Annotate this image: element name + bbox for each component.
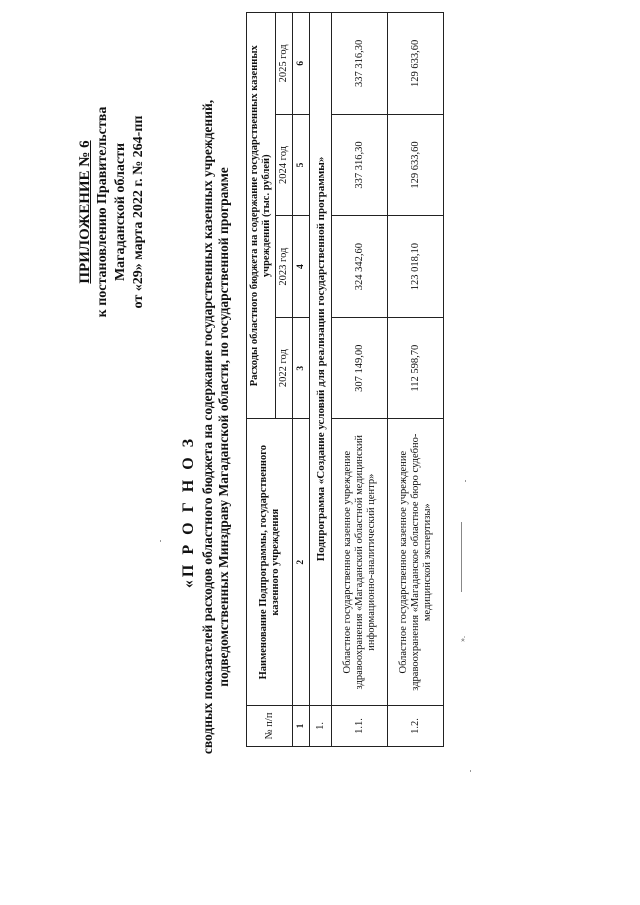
year-2024: 2024 год <box>276 114 293 216</box>
scan-speck <box>465 480 466 482</box>
row-value-2023: 324 342,60 <box>332 216 388 318</box>
appendix-header: ПРИЛОЖЕНИЕ № 6 <box>77 140 93 284</box>
appendix-block <box>76 32 148 392</box>
document-title: «П Р О Г Н О З <box>180 435 197 589</box>
subprogram-num: 1. <box>310 705 332 746</box>
bottom-rule <box>461 522 462 592</box>
appendix-line-3: от «29» марта 2022 г. № 264-пп <box>131 115 146 309</box>
row-num: 1.2. <box>388 705 444 746</box>
table-header-row <box>247 13 276 747</box>
row-value-2024: 337 316,30 <box>332 114 388 216</box>
scan-speck <box>160 540 161 542</box>
colnum-2: 2 <box>293 419 310 705</box>
document-subtitle: сводных показателей расходов областного бюджета на содержание государственных казенных учреждений, подведомственных Минздраву Магаданской области, по государственной программе <box>200 99 231 755</box>
row-institution-name: Областное государственное казенное учреждение здравоохранения «Магаданское областное бюро судебно-медицинской экспертизы» <box>388 419 444 705</box>
row-institution-name: Областное государственное казенное учреждение здравоохранения «Магаданский областной медицинский информационно-аналитический центр» <box>332 419 388 705</box>
year-2022: 2022 год <box>276 317 293 419</box>
table-row <box>388 13 444 747</box>
row-value-2022: 112 598,70 <box>388 317 444 419</box>
subprogram-label: Подпрограмма «Создание условий для реализации государственной программы» <box>310 13 332 706</box>
colnum-1: 1 <box>293 705 310 746</box>
forecast-table <box>246 12 444 747</box>
header-name: Наименование Подпрограммы, государственного казенного учреждения <box>247 419 293 705</box>
appendix-line-2: Магаданской области <box>113 142 128 282</box>
colnum-4: 4 <box>293 216 310 318</box>
header-num: № п/п <box>247 705 293 746</box>
row-value-2025: 129 633,60 <box>388 13 444 115</box>
closing-quote-mark: ». <box>458 636 467 642</box>
column-number-row <box>293 13 310 747</box>
appendix-line-1: к постановлению Правительства <box>95 106 110 318</box>
colnum-3: 3 <box>293 317 310 419</box>
row-value-2023: 123 018,10 <box>388 216 444 318</box>
row-num: 1.1. <box>332 705 388 746</box>
colnum-6: 6 <box>293 13 310 115</box>
row-value-2025: 337 316,30 <box>332 13 388 115</box>
rotated-document-page <box>10 2 630 902</box>
year-2025: 2025 год <box>276 13 293 115</box>
colnum-5: 5 <box>293 114 310 216</box>
row-value-2024: 129 633,60 <box>388 114 444 216</box>
header-expenses: Расходы областного бюджета на содержание государственных казенных учреждений (тыс. рублей) <box>247 13 276 419</box>
scan-speck <box>470 770 471 772</box>
subprogram-row <box>310 13 332 747</box>
row-value-2022: 307 149,00 <box>332 317 388 419</box>
year-2023: 2023 год <box>276 216 293 318</box>
table-row <box>332 13 388 747</box>
